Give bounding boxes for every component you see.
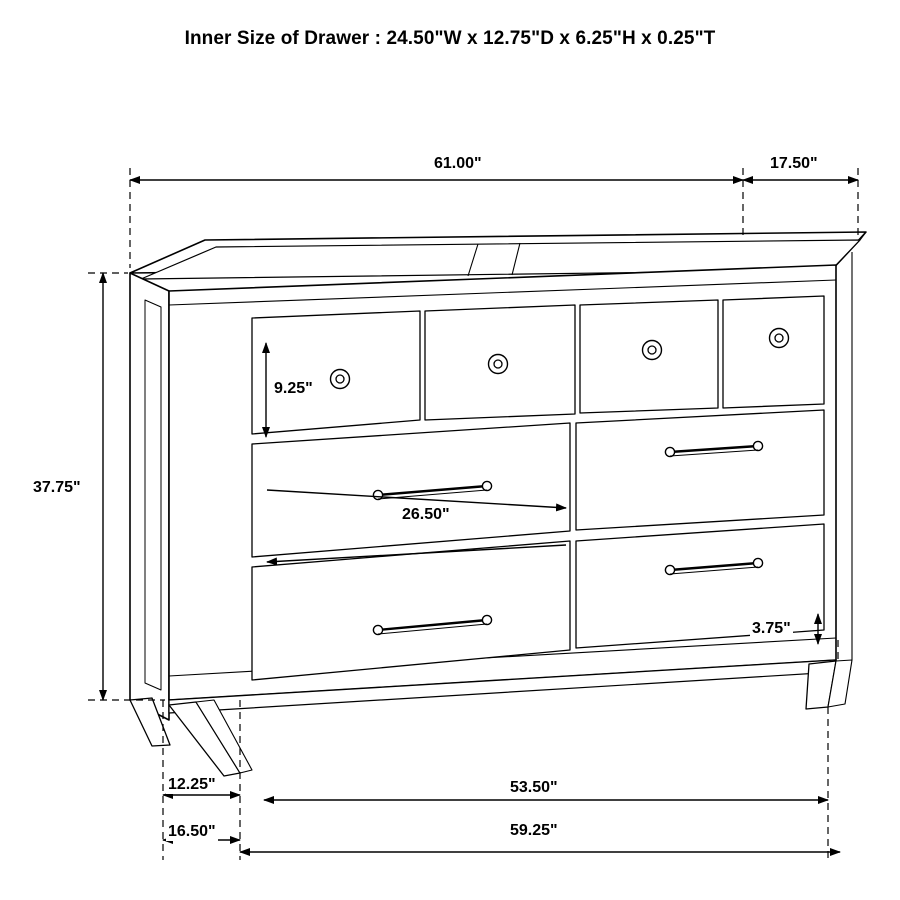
page-title: Inner Size of Drawer : 24.50"W x 12.75"D x 6.25"H x 0.25"T: [184, 28, 716, 49]
dimension-label-3775: 37.75": [33, 479, 81, 496]
dimension-label-375: 3.75": [752, 620, 791, 637]
dimension-label-1225: 12.25": [168, 776, 216, 793]
dimension-label-5925: 59.25": [510, 822, 558, 839]
dimension-label-61: 61.00": [434, 155, 482, 172]
dimension-label-1750: 17.50": [770, 155, 818, 172]
dimension-label-1650: 16.50": [168, 823, 216, 840]
dimension-label-2650: 26.50": [402, 506, 450, 523]
dimension-label-5350: 53.50": [510, 779, 558, 796]
dimension-label-925: 9.25": [274, 380, 313, 397]
